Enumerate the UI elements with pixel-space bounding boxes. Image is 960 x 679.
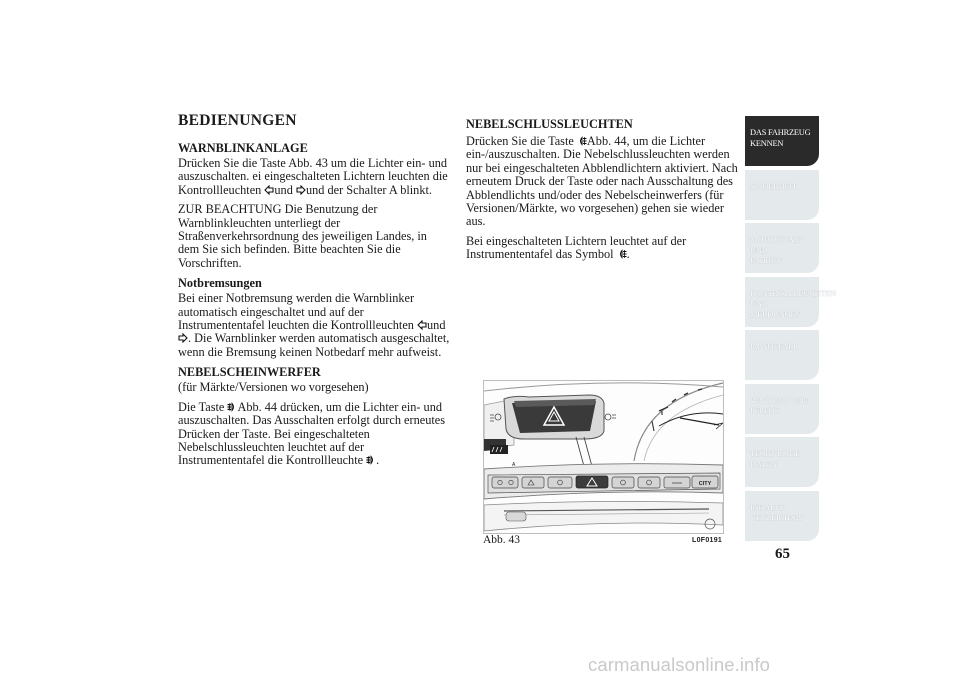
chapter-tabs	[745, 116, 837, 544]
figure-caption: Abb. 43	[483, 534, 521, 546]
left-column	[178, 112, 450, 474]
tab-kontrollleuchten[interactable]: KONTROLLLEUCHTEN UND MELDUNGEN	[745, 277, 819, 327]
rear-fog-heading: NEBELSCHLUSSLEUCHTEN	[466, 117, 633, 131]
page-number: 65	[775, 546, 790, 562]
hazard-note: ZUR BEACHTUNG Die Benutzung der Warnblinkleuchten unterliegt der Straßenverkehrsordnung des jeweiligen Landes, in dem Sie sich befinden. Bitte beachten Sie die Vorschriften.	[178, 202, 427, 270]
section-title: BEDIENUNGEN	[178, 112, 297, 129]
turn-right-arrow-icon	[178, 333, 188, 343]
front-fog-light-icon	[227, 402, 237, 412]
turn-right-arrow-icon	[296, 185, 306, 195]
fog-sub: (für Märkte/Versionen wo vorgesehen)	[178, 380, 369, 395]
front-fog-light-icon	[366, 455, 376, 465]
emergency-heading: Notbremsungen	[178, 276, 262, 291]
fog-paragraph: Die Taste Abb. 44 drücken, um die Lichter ein- und auszuschalten. Das Ausschalten erfolgt durch erneutes Drücken der Taste. Bei eingeschalteten Nebelschlussleuchten leuchtet auf der Instrumententafel die Kontrollleuchte .	[178, 399, 446, 468]
figure-code: L0F0191	[692, 537, 723, 544]
tab-motorstart-und-fahren[interactable]: MOTORSTART UND FAHREN	[745, 223, 819, 273]
emergency-paragraph: Bei einer Notbremsung werden die Warnblinker automatisch eingeschaltet und auf der Instrumententafel leuchten die Kontrollleuchten und . Die Warnblinker werden automatisch ausgeschaltet, wenn die Bremsung keinen Notbedarf mehr aufweist.	[178, 291, 450, 359]
middle-column	[466, 117, 740, 268]
turn-left-arrow-icon	[264, 185, 274, 195]
hazard-heading: WARNBLINKANLAGE	[178, 141, 308, 155]
tab-im-notfall[interactable]: IM NOTFALL	[745, 330, 819, 380]
rear-fog-symbol-paragraph: Bei eingeschalteten Lichtern leuchtet auf der Instrumententafel das Symbol .	[466, 233, 687, 262]
tab-das-fahrzeug-kennen[interactable]: DAS FAHRZEUG KENNEN	[745, 116, 819, 166]
hazard-paragraph: Drücken Sie die Taste Abb. 43 um die Lichter ein- und auszuschalten. ei eingeschalteten Lichtern leuchten die Kontrollleuchten und und der Schalter A blinkt.	[178, 156, 448, 197]
tab-wartung-und-pflege[interactable]: WARTUNG UND PFLEGE	[745, 384, 819, 434]
tab-inhaltsverzeichnis[interactable]: INHALTS- VERZEICHNIS	[745, 491, 819, 541]
tab-sicherheit[interactable]: SICHERHEIT	[745, 170, 819, 220]
tab-technische-daten[interactable]: TECHNISCHE DATEN	[745, 437, 819, 487]
turn-left-arrow-icon	[417, 320, 427, 330]
city-button-label: CITY	[698, 481, 712, 487]
rear-fog-light-icon	[577, 136, 587, 146]
watermark: carmanualsonline.info	[588, 654, 771, 675]
fog-heading: NEBELSCHEINWERFER	[178, 365, 321, 380]
rear-fog-light-icon	[617, 249, 627, 259]
rear-fog-paragraph: Drücken Sie die Taste Abb. 44, um die Lichter ein-/auszuschalten. Die Nebelschlussleuchten werden nur bei eingeschalteten Abblendlichtern aktiviert. Nach erneutem Druck der Taste oder nach Ausschaltung des Abblendlichts und/oder des Nebelscheinwerfers (für Versionen/Märkte, wo vorgesehen) gehen sie wieder aus.	[466, 134, 738, 229]
marker-a: A	[512, 462, 516, 468]
dashboard-drawing	[484, 381, 723, 533]
dashboard-illustration	[483, 380, 724, 534]
